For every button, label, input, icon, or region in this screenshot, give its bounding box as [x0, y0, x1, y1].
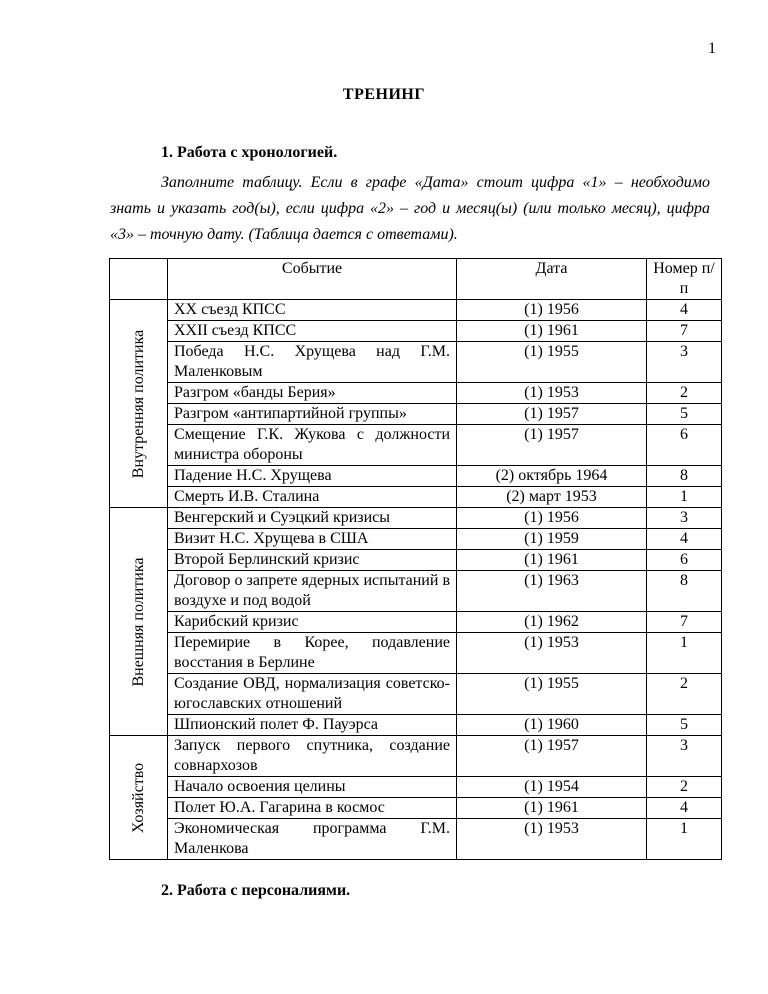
number-cell: 4: [647, 300, 722, 321]
table-header-row: [110, 259, 722, 300]
group-label: Хозяйство: [129, 762, 147, 833]
event-cell: Карибский кризис: [168, 612, 457, 633]
section1-intro: [110, 170, 710, 248]
header-event: Событие: [168, 259, 457, 300]
event-cell: Шпионский полет Ф. Пауэрса: [168, 715, 457, 736]
table-row: [110, 425, 722, 466]
number-cell: 2: [647, 777, 722, 798]
table-row: [110, 571, 722, 612]
event-cell: Смещение Г.К. Жукова с должности министра обороны: [168, 425, 457, 466]
date-cell: (1) 1961: [457, 550, 647, 571]
date-cell: (1) 1957: [457, 736, 647, 777]
header-number: Номер п/п: [647, 259, 722, 300]
number-cell: 5: [647, 404, 722, 425]
group-label-cell: [110, 736, 168, 860]
page-number: 1: [708, 40, 716, 57]
table-row: [110, 674, 722, 715]
table-row: [110, 383, 722, 404]
event-cell: Полет Ю.А. Гагарина в космос: [168, 798, 457, 819]
date-cell: (1) 1957: [457, 425, 647, 466]
table-row: [110, 466, 722, 487]
event-cell: Экономическая программа Г.М. Маленкова: [168, 819, 457, 860]
date-cell: (1) 1954: [457, 777, 647, 798]
date-cell: (1) 1961: [457, 798, 647, 819]
date-cell: (1) 1956: [457, 508, 647, 529]
number-cell: 6: [647, 550, 722, 571]
date-cell: (1) 1959: [457, 529, 647, 550]
table-row: [110, 487, 722, 508]
event-cell: Начало освоения целины: [168, 777, 457, 798]
table-row: [110, 798, 722, 819]
group-label-cell: [110, 508, 168, 736]
section1-heading: 1. Работа с хронологией.: [161, 144, 338, 161]
number-cell: 4: [647, 529, 722, 550]
event-cell: Перемирие в Корее, подавление восстания в Берлине: [168, 633, 457, 674]
event-cell: Создание ОВД, нормализация советско-югославских отношений: [168, 674, 457, 715]
number-cell: 3: [647, 342, 722, 383]
table-row: [110, 342, 722, 383]
date-cell: (1) 1960: [457, 715, 647, 736]
table-row: [110, 550, 722, 571]
event-cell: Договор о запрете ядерных испытаний в воздухе и под водой: [168, 571, 457, 612]
number-cell: 2: [647, 383, 722, 404]
date-cell: (1) 1963: [457, 571, 647, 612]
table-row: [110, 321, 722, 342]
number-cell: 7: [647, 612, 722, 633]
table-row: [110, 508, 722, 529]
date-cell: (1) 1961: [457, 321, 647, 342]
table-row: [110, 612, 722, 633]
date-cell: (1) 1956: [457, 300, 647, 321]
group-label: Внутренняя политика: [129, 329, 147, 478]
date-cell: (1) 1957: [457, 404, 647, 425]
table-row: [110, 715, 722, 736]
number-cell: 4: [647, 798, 722, 819]
event-cell: Венгерский и Суэцкий кризисы: [168, 508, 457, 529]
section1-intro-text: Заполните таблицу. Если в графе «Дата» стоит цифра «1» – необходимо знать и указать год(ы), если цифра «2» – год и месяц(ы) (или только месяц), цифра «3» – точную дату. (Таблица дается с ответами).: [110, 174, 710, 243]
date-cell: (1) 1955: [457, 342, 647, 383]
event-cell: Падение Н.С. Хрущева: [168, 466, 457, 487]
table-row: [110, 529, 722, 550]
date-cell: (1) 1953: [457, 383, 647, 404]
event-cell: Запуск первого спутника, создание совнархозов: [168, 736, 457, 777]
number-cell: 1: [647, 633, 722, 674]
date-cell: (2) март 1953: [457, 487, 647, 508]
group-label: Внешняя политика: [129, 556, 147, 687]
table-row: [110, 777, 722, 798]
event-cell: Победа Н.С. Хрущева над Г.М. Маленковым: [168, 342, 457, 383]
table-row: [110, 633, 722, 674]
group-label-cell: [110, 300, 168, 508]
number-cell: 3: [647, 508, 722, 529]
event-cell: Разгром «банды Берия»: [168, 383, 457, 404]
number-cell: 1: [647, 819, 722, 860]
table-row: [110, 404, 722, 425]
date-cell: (2) октябрь 1964: [457, 466, 647, 487]
event-cell: XX съезд КПСС: [168, 300, 457, 321]
event-cell: Смерть И.В. Сталина: [168, 487, 457, 508]
number-cell: 5: [647, 715, 722, 736]
table-row: [110, 300, 722, 321]
event-cell: XXII съезд КПСС: [168, 321, 457, 342]
table-row: [110, 736, 722, 777]
date-cell: (1) 1955: [457, 674, 647, 715]
header-date: Дата: [457, 259, 647, 300]
number-cell: 1: [647, 487, 722, 508]
chronology-table: [109, 258, 722, 860]
number-cell: 2: [647, 674, 722, 715]
table-row: [110, 819, 722, 860]
header-empty-cell: [110, 259, 168, 300]
number-cell: 8: [647, 466, 722, 487]
section2-heading: 2. Работа с персоналиями.: [161, 882, 351, 899]
event-cell: Визит Н.С. Хрущева в США: [168, 529, 457, 550]
page-title: ТРЕНИНГ: [342, 86, 426, 103]
number-cell: 6: [647, 425, 722, 466]
event-cell: Разгром «антипартийной группы»: [168, 404, 457, 425]
date-cell: (1) 1953: [457, 819, 647, 860]
number-cell: 3: [647, 736, 722, 777]
number-cell: 7: [647, 321, 722, 342]
date-cell: (1) 1962: [457, 612, 647, 633]
event-cell: Второй Берлинский кризис: [168, 550, 457, 571]
date-cell: (1) 1953: [457, 633, 647, 674]
number-cell: 8: [647, 571, 722, 612]
